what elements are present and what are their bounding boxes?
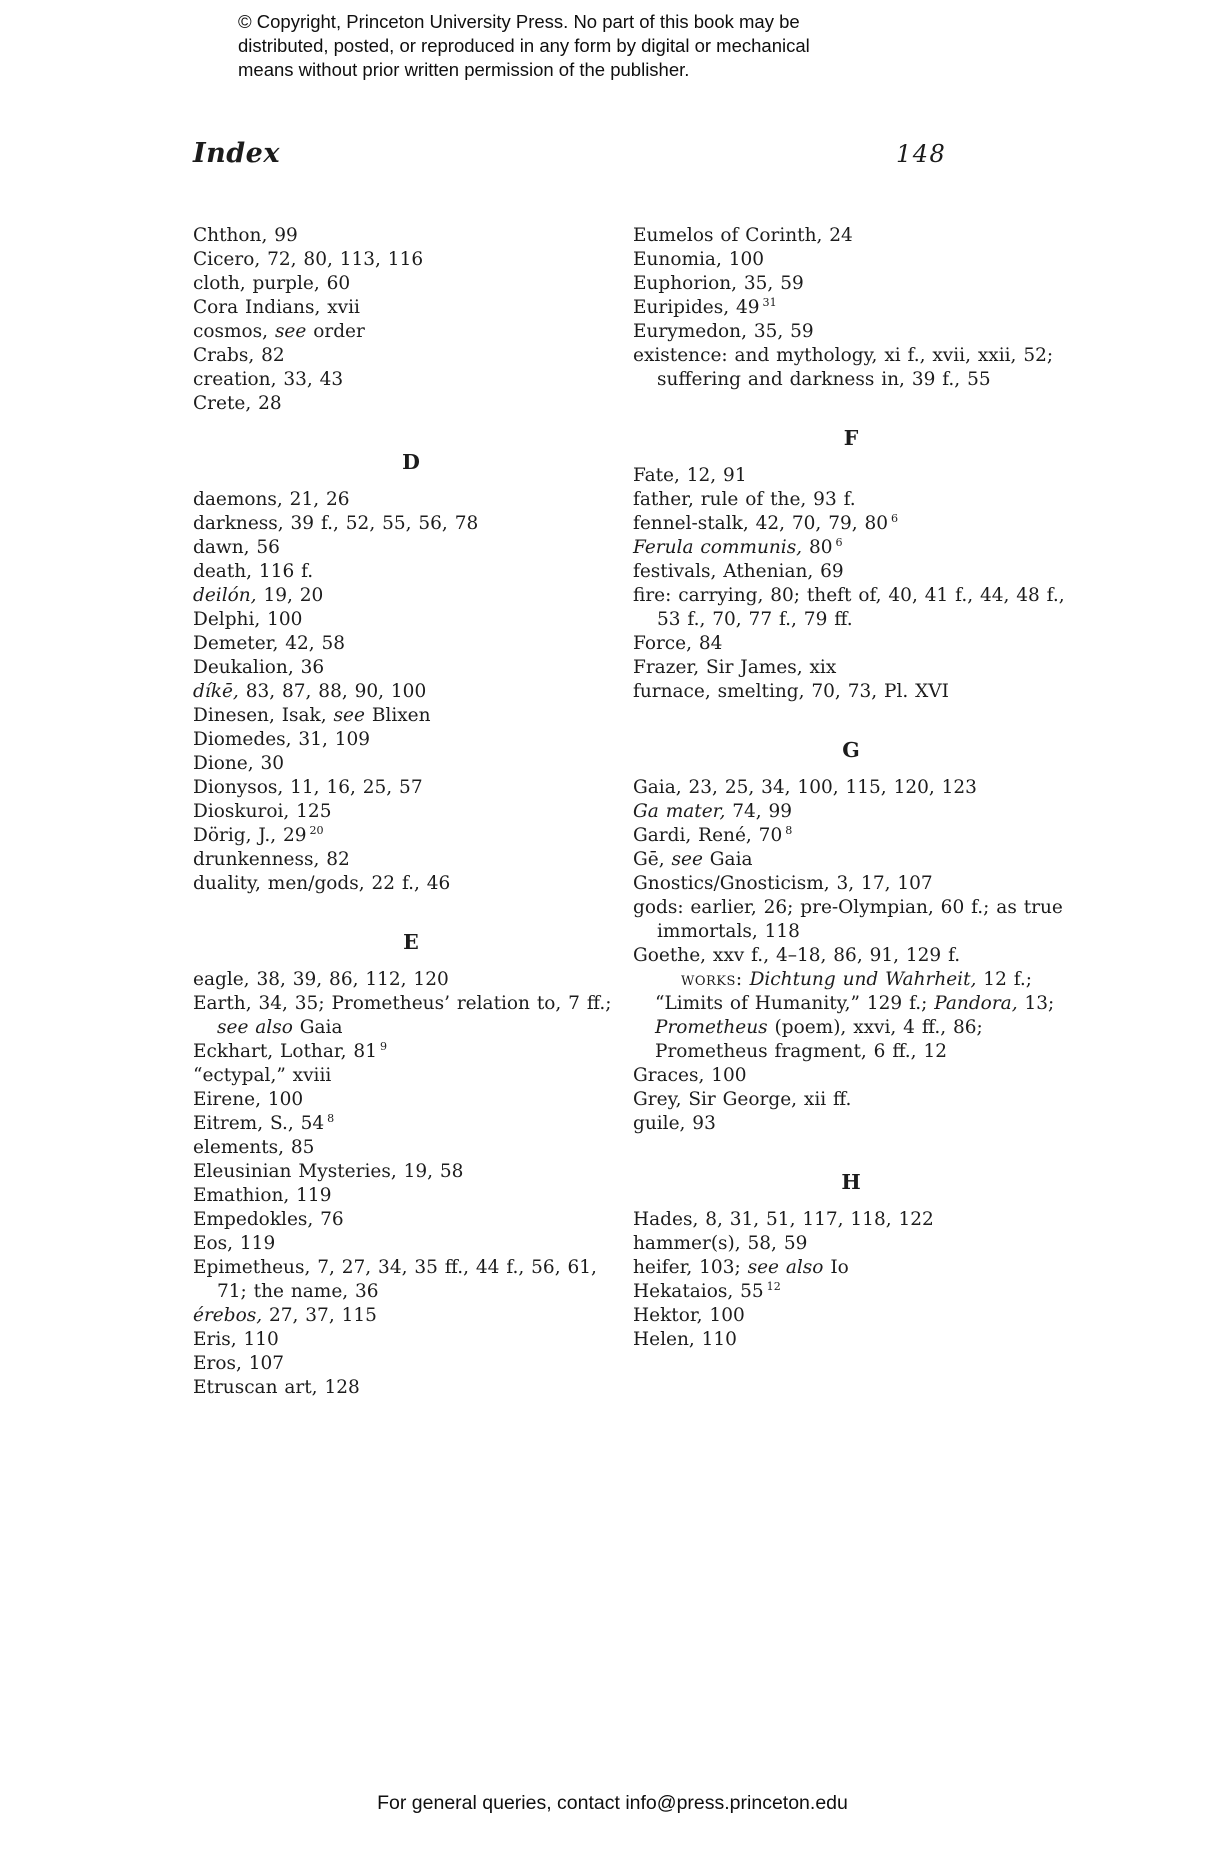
index-entry: Ferula communis, 80 $^6$	[633, 535, 843, 558]
index-entry: creation, 33, 43	[193, 369, 344, 390]
index-entry: hammer(s), 58, 59	[633, 1233, 808, 1254]
index-entry: Eitrem, S., 54 $^8$	[193, 1111, 335, 1134]
index-entry: Eros, 107	[193, 1353, 285, 1374]
index-entry: Epimetheus, 7, 27, 34, 35 ff., 44 f., 56, 61, 71; the name, 36	[193, 1257, 597, 1302]
index-entry: eagle, 38, 39, 86, 112, 120	[193, 969, 449, 990]
index-entry: Helen, 110	[633, 1329, 737, 1350]
index-entry: Eurymedon, 35, 59	[633, 321, 814, 342]
index-entry: Graces, 100	[633, 1065, 747, 1086]
index-entry: Hekataios, 55 $^{12}$	[633, 1279, 781, 1302]
index-entry: Delphi, 100	[193, 609, 303, 630]
index-entry: daemons, 21, 26	[193, 489, 350, 510]
index-entry: Dioskuroi, 125	[193, 801, 332, 822]
index-entry: Demeter, 42, 58	[193, 633, 346, 654]
index-entry: díkē, 83, 87, 88, 90, 100	[193, 681, 427, 702]
index-entry: Eleusinian Mysteries, 19, 58	[193, 1161, 464, 1182]
index-entry: Frazer, Sir James, xix	[633, 657, 837, 678]
index-entry: Empedokles, 76	[193, 1209, 344, 1230]
index-entry: Dörig, J., 29 $^{20}$	[193, 823, 324, 846]
index-entry: Crabs, 82	[193, 345, 285, 366]
index-entry: Fate, 12, 91	[633, 465, 747, 486]
index-entry: death, 116 f.	[193, 561, 314, 582]
index-entry: guile, 93	[633, 1113, 716, 1134]
index-entry: Euripides, 49 $^{31}$	[633, 295, 777, 318]
index-entry: cosmos, see order	[193, 321, 365, 342]
index-entry: gods: earlier, 26; pre-Olympian, 60 f.; as true immortals, 118	[633, 897, 1063, 942]
index-entry: Eckhart, Lothar, 81 $^9$	[193, 1039, 388, 1062]
copyright-line: distributed, posted, or reproduced in any form by digital or mechanical	[238, 35, 810, 56]
copyright-line: means without prior written permission of the publisher.	[238, 59, 690, 80]
index-column-left	[193, 224, 629, 1400]
index-entry: érebos, 27, 37, 115	[193, 1305, 377, 1326]
index-entry: Euphorion, 35, 59	[633, 273, 804, 294]
index-entry: Eirene, 100	[193, 1089, 304, 1110]
index-entry: festivals, Athenian, 69	[633, 561, 844, 582]
index-group	[193, 450, 629, 896]
section-letter: G	[842, 738, 860, 762]
index-entry: Dionysos, 11, 16, 25, 57	[193, 777, 423, 798]
index-group	[633, 426, 1069, 704]
index-group	[633, 738, 1069, 1136]
index-entry: Eumelos of Corinth, 24	[633, 225, 853, 246]
index-entry: Deukalion, 36	[193, 657, 325, 678]
index-entry: Dione, 30	[193, 753, 285, 774]
index-entry: Cicero, 72, 80, 113, 116	[193, 249, 424, 270]
index-entry: Gardi, René, 70 $^8$	[633, 823, 793, 846]
section-letter: D	[402, 450, 420, 474]
index-entry: heifer, 103; see also Io	[633, 1257, 849, 1278]
index-entry: duality, men/gods, 22 f., 46	[193, 873, 451, 894]
index-entry: Cora Indians, xvii	[193, 297, 360, 318]
index-entry: Ga mater, 74, 99	[633, 801, 793, 822]
index-entry: Eos, 119	[193, 1233, 276, 1254]
page-number: 148	[896, 140, 947, 168]
index-group	[193, 224, 629, 416]
section-letter: H	[841, 1170, 861, 1194]
index-entry: Earth, 34, 35; Prometheus’ relation to, 7 ff.; see also Gaia	[193, 993, 612, 1038]
index-entry: Hades, 8, 31, 51, 117, 118, 122	[633, 1209, 934, 1230]
index-entry: Chthon, 99	[193, 225, 298, 246]
section-letter: E	[403, 930, 419, 954]
index-entry: Eris, 110	[193, 1329, 279, 1350]
index-entry: elements, 85	[193, 1137, 315, 1158]
copyright-line: © Copyright, Princeton University Press. No part of this book may be	[238, 11, 800, 32]
index-entry: drunkenness, 82	[193, 849, 350, 870]
index-entry: deilón, 19, 20	[193, 585, 324, 606]
index-entry: darkness, 39 f., 52, 55, 56, 78	[193, 513, 479, 534]
index-entry: Crete, 28	[193, 393, 282, 414]
index-group	[633, 1170, 1069, 1352]
index-entry: Eunomia, 100	[633, 249, 765, 270]
index-entry: Gē, see Gaia	[633, 849, 753, 870]
index-entry: fire: carrying, 80; theft of, 40, 41 f., 44, 48 f., 53 f., 70, 77 f., 79 ff.	[633, 585, 1065, 630]
index-entry: cloth, purple, 60	[193, 273, 351, 294]
index-entry: Goethe, xxv f., 4–18, 86, 91, 129 f.	[633, 945, 961, 966]
index-column-right	[633, 224, 1069, 1352]
page-title: Index	[193, 138, 280, 169]
index-group	[633, 224, 1069, 392]
index-entry: fennel-stalk, 42, 70, 79, 80 $^6$	[633, 511, 899, 534]
index-entry: Dinesen, Isak, see Blixen	[193, 705, 431, 726]
index-entry: Gnostics/Gnosticism, 3, 17, 107	[633, 873, 933, 894]
index-entry: Gaia, 23, 25, 34, 100, 115, 120, 123	[633, 777, 977, 798]
index-entry: Force, 84	[633, 633, 723, 654]
index-entry: Etruscan art, 128	[193, 1377, 360, 1398]
index-group	[193, 930, 629, 1400]
index-entry: father, rule of the, 93 f.	[633, 489, 856, 510]
index-entry: Emathion, 119	[193, 1185, 332, 1206]
index-entry: furnace, smelting, 70, 73, Pl. XVI	[633, 681, 949, 702]
index-entry: “ectypal,” xviii	[193, 1065, 332, 1086]
index-entry: dawn, 56	[193, 537, 280, 558]
copyright-notice	[238, 10, 810, 82]
index-entry: existence: and mythology, xi f., xvii, xxii, 52; suffering and darkness in, 39 f., 55	[633, 345, 1054, 390]
index-entry: Hektor, 100	[633, 1305, 745, 1326]
section-letter: F	[843, 426, 859, 450]
index-entry: Diomedes, 31, 109	[193, 729, 371, 750]
index-entry: Grey, Sir George, xii ff.	[633, 1089, 852, 1110]
footer-contact-text: For general queries, contact info@press.princeton.edu	[377, 1792, 848, 1814]
index-subentry: works: Dichtung und Wahrheit, 12 f.; “Limits of Humanity,” 129 f.; Pandora, 13; Prometheus (poem), xxvi, 4 ff., 86; Prometheus fragment, 6 ff., 12	[655, 969, 1055, 1062]
